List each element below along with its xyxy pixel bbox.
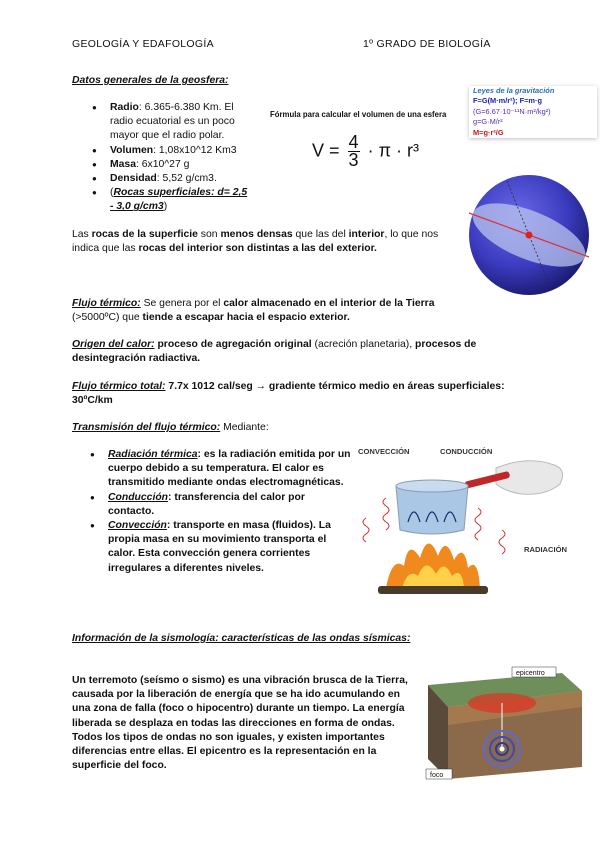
laws-line4: M=g·r²/G bbox=[473, 127, 504, 137]
laws-line2: (G=6.67·10⁻¹¹N·m²/kg²) bbox=[473, 106, 551, 116]
flujo-t2: (>5000ºC) que bbox=[72, 312, 143, 324]
formula-lhs: V = bbox=[312, 140, 340, 161]
conduccion-caption: CONDUCCIÓN bbox=[440, 447, 493, 456]
formula-rhs: · π · r³ bbox=[367, 140, 419, 161]
flujo-total-b1: 7.7x 1012 cal/seg → gradiente térmico medio en áreas superficiales: 30ºC/km bbox=[72, 381, 505, 407]
volumen-text: : 1,08x10^12 Km3 bbox=[153, 144, 237, 156]
dp-t2: son bbox=[197, 229, 221, 240]
dp-b1: rocas de la superficie bbox=[91, 229, 198, 240]
densidad-label: Densidad bbox=[110, 173, 157, 185]
list-item bbox=[92, 144, 252, 158]
header-left: GEOLOGÍA Y EDAFOLOGÍA bbox=[72, 38, 214, 50]
densidad-text: : 5,52 g/cm3. bbox=[156, 173, 217, 185]
earth-sphere-image bbox=[467, 173, 591, 297]
rocas-label: Rocas superficiales: d= 2,5 - 3,0 g/cm3 bbox=[110, 187, 248, 213]
dp-t1: Las bbox=[72, 229, 92, 240]
radiacion-caption: RADIACIÓN bbox=[524, 545, 568, 554]
masa-text: : 6x10^27 g bbox=[136, 158, 190, 170]
laws-title: Leyes de la gravitación bbox=[473, 86, 555, 95]
list-item bbox=[90, 491, 352, 519]
flujo-t1: Se genera por el bbox=[140, 298, 224, 309]
focus-point bbox=[500, 747, 505, 752]
sismo-title bbox=[72, 632, 410, 646]
rocas-close: ) bbox=[163, 201, 168, 213]
list-item bbox=[92, 158, 252, 172]
datos-list bbox=[92, 101, 252, 215]
list-item bbox=[92, 101, 252, 144]
conveccion-caption: CONVECCIÓN bbox=[358, 447, 410, 456]
list-item bbox=[90, 448, 352, 491]
flujo-label: Flujo térmico: bbox=[72, 298, 141, 309]
dp-b2: menos densas bbox=[220, 229, 293, 240]
rocas-open: ( bbox=[110, 187, 114, 199]
dp-t3: que las del bbox=[292, 229, 349, 240]
laws-line3: g=G·M/r² bbox=[473, 117, 503, 127]
origen-paragraph bbox=[72, 338, 517, 366]
origen-t1: (acreción planetaria), bbox=[311, 339, 416, 350]
pot-rim bbox=[396, 480, 468, 492]
center-point bbox=[526, 232, 533, 239]
list-item bbox=[92, 172, 252, 186]
foco-label: foco bbox=[430, 772, 444, 779]
datos-title: Datos generales de la geosfera: bbox=[72, 75, 229, 86]
origen-label: Origen del calor: bbox=[72, 339, 155, 350]
gravitation-laws bbox=[469, 86, 597, 138]
sphere-volume-formula bbox=[312, 134, 419, 169]
formula-caption: Fórmula para calcular el volumen de una esfera bbox=[270, 110, 447, 119]
transmision-label: Transmisión del flujo térmico: bbox=[72, 422, 221, 433]
conveccion-label: Convección bbox=[108, 520, 167, 532]
radiation-wave-icon bbox=[499, 530, 505, 554]
radiation-wave-icon bbox=[383, 498, 389, 530]
dp-b3: interior bbox=[348, 229, 385, 240]
header-right: 1º GRADO DE BIOLOGÍA bbox=[363, 38, 491, 50]
masa-label: Masa bbox=[110, 158, 136, 170]
conveccion-text: : transporte en masa (fluidos). La propia masa en su movimiento transporta el calor. Esta convección genera corrientes irregulares a diferentes niveles. bbox=[108, 520, 331, 574]
dp-b4: rocas del interior son distintas a las del exterior. bbox=[138, 243, 377, 255]
pot-icon bbox=[396, 486, 468, 534]
flujo-total-label: Flujo térmico total: bbox=[72, 381, 166, 392]
conduccion-label: Conducción bbox=[108, 491, 169, 503]
radiation-wave-icon bbox=[363, 518, 369, 542]
flujo-total-paragraph bbox=[72, 380, 517, 408]
formula-denominator: 3 bbox=[348, 150, 359, 170]
heat-transfer-image bbox=[346, 438, 586, 598]
radiacion-label: Radiación térmica bbox=[108, 449, 198, 460]
earthquake-image bbox=[422, 663, 586, 783]
sismo-title-text: Información de la sismología: características de las ondas sísmicas: bbox=[72, 633, 411, 644]
radio-label: Radio bbox=[110, 102, 139, 113]
logs-icon bbox=[378, 586, 488, 594]
formula-numerator: 4 bbox=[348, 132, 359, 152]
origen-b1: proceso de agregación original bbox=[154, 339, 312, 350]
laws-line1: F=G(M·m/r²); F=m·g bbox=[473, 96, 542, 106]
flujo-b2: tiende a escapar hacia el espacio exterior. bbox=[142, 312, 350, 324]
radiacion-text: : es la radiación emitida por un cuerpo debido a su temperatura. El calor es transmitido mediante ondas electromagnéticas. bbox=[108, 449, 351, 489]
list-item bbox=[92, 186, 252, 214]
formula-fraction bbox=[348, 134, 360, 169]
epicentro-label: epicentro bbox=[516, 670, 545, 677]
conduccion-text: : transferencia del calor por contacto. bbox=[108, 491, 305, 517]
section-datos bbox=[72, 74, 229, 88]
transmision-list bbox=[90, 448, 352, 576]
flujo-paragraph bbox=[72, 297, 442, 325]
flujo-b1: calor almacenado en el interior de la Tierra bbox=[223, 298, 435, 309]
radio-text: : 6.365-6.380 Km. El radio ecuatorial es un poco mayor que el radio polar. bbox=[110, 102, 235, 142]
origen-b2: procesos de desintegración radiactiva. bbox=[72, 339, 477, 365]
sismo-paragraph: Un terremoto (seísmo o sismo) es una vibración brusca de la Tierra, causada por la liberación de energía que se ha ido acumulando en una zona de falla (foco o hipocentro) durante un tiempo. La energía liberada se desplaza en todas las direcciones en forma de ondas. Todos los tipos de ondas no son iguales, y existen importantes diferencias entre ellas. El epicentro es la representación en la superficie del foco. bbox=[72, 675, 408, 772]
list-item bbox=[90, 519, 352, 576]
radiation-wave-icon bbox=[475, 508, 481, 540]
dp-t4: , lo que nos indica que las bbox=[72, 229, 439, 255]
transmision-heading bbox=[72, 421, 269, 435]
density-paragraph bbox=[72, 228, 462, 256]
transmision-t1: Mediante: bbox=[220, 422, 269, 433]
volumen-label: Volumen bbox=[110, 144, 154, 156]
